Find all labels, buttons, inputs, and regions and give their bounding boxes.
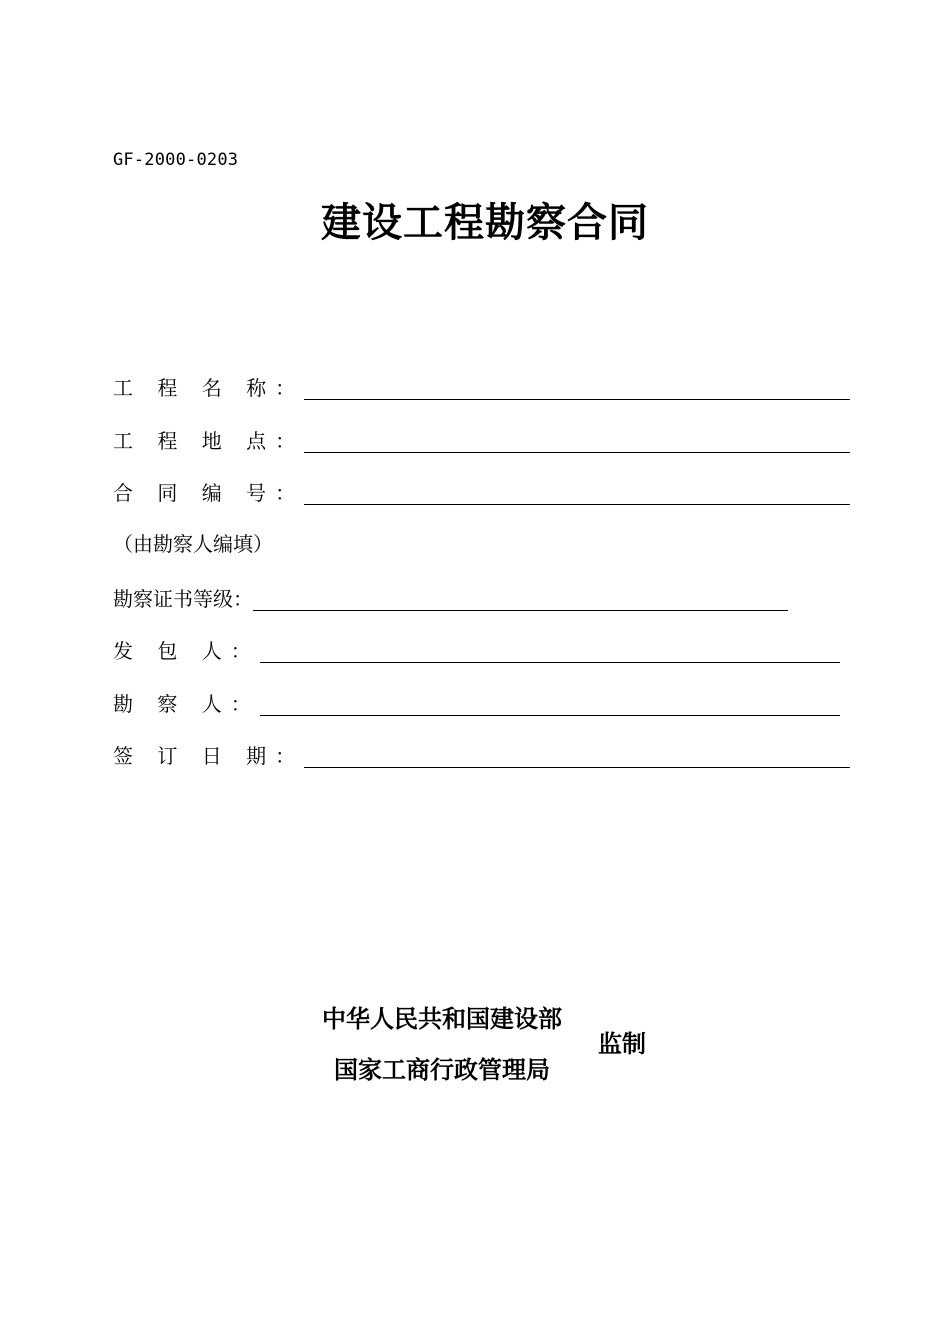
field-blank-line[interactable] [260,695,840,716]
field-surveyor [113,687,840,717]
field-label: 工 程 名 称： [113,376,305,400]
field-client [113,634,840,664]
fill-note: （由勘察人编填） [113,532,273,556]
field-contract-number [113,476,850,506]
field-label: 工 程 地 点： [113,429,305,453]
field-blank-line[interactable] [304,747,850,768]
field-project-name [113,371,850,401]
field-project-location [113,424,850,454]
issuer-administration: 国家工商行政管理局 [334,1056,550,1084]
field-label: 勘 察 人： [113,692,260,716]
issuer-ministry: 中华人民共和国建设部 [322,1005,562,1033]
field-blank-line[interactable] [304,379,850,400]
field-label: 勘察证书等级： [113,587,253,611]
document-title: 建设工程勘察合同 [321,200,649,246]
field-blank-line[interactable] [253,590,788,611]
field-certificate-grade [113,582,788,612]
field-blank-line[interactable] [304,484,850,505]
field-blank-line[interactable] [304,432,850,453]
document-code: GF-2000-0203 [113,150,239,170]
field-label: 发 包 人： [113,639,260,663]
issuer-supervise: 监制 [598,1030,646,1058]
field-label: 合 同 编 号： [113,481,305,505]
field-signing-date [113,739,850,769]
field-blank-line[interactable] [260,642,840,663]
field-label: 签 订 日 期： [113,744,305,768]
